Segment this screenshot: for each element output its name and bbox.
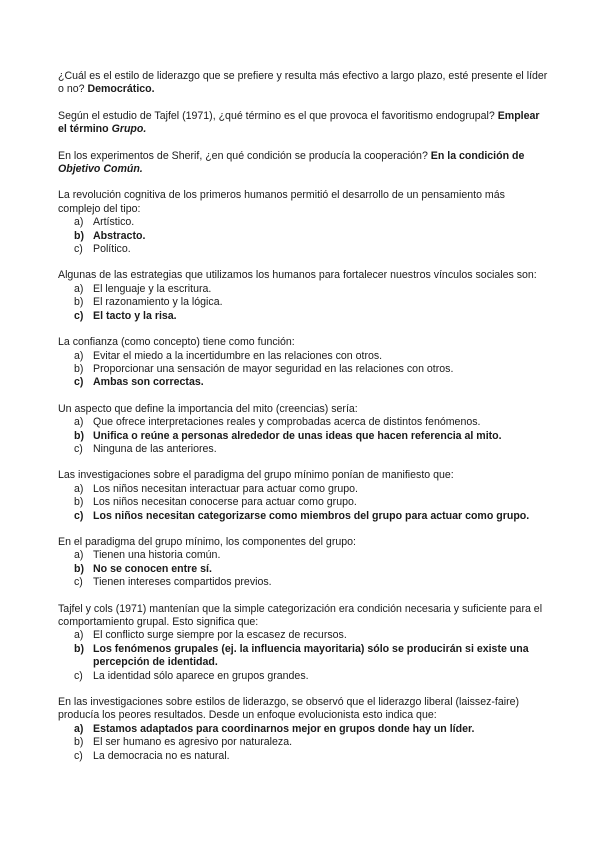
option-label: a) [74, 216, 84, 229]
option-item-correct [58, 563, 548, 576]
question-block [58, 70, 548, 97]
option-text: Ambas son correctas. [93, 376, 204, 389]
question-text: En el paradigma del grupo mínimo, los componentes del grupo: [58, 535, 356, 548]
option-text: No se conocen entre sí. [93, 562, 212, 575]
question-block [58, 150, 548, 177]
options-list [58, 216, 548, 256]
options-list [58, 350, 548, 390]
question-block [58, 189, 548, 256]
options-list [58, 549, 548, 589]
option-label: a) [74, 722, 84, 735]
option-label: a) [74, 416, 84, 429]
option-item [58, 416, 548, 429]
option-item [58, 363, 548, 376]
question-text: En las investigaciones sobre estilos de liderazgo, se observó que el liderazgo liberal (laissez-faire) producía los peores resultados. Desde un enfoque evolucionista esto indica que: [58, 696, 520, 722]
question-text: La revolución cognitiva de los primeros humanos permitió el desarrollo de un pensamiento más complejo del tipo: [58, 189, 505, 215]
option-label: b) [74, 562, 84, 575]
option-text: Tienen intereses compartidos previos. [93, 576, 272, 589]
option-item [58, 496, 548, 509]
option-item-correct [58, 430, 548, 443]
option-label: a) [74, 349, 84, 362]
question-with-answer [58, 70, 548, 97]
answer-text: En la condición de [430, 149, 525, 162]
question-block [58, 603, 548, 683]
option-text: La democracia no es natural. [93, 749, 230, 762]
option-label: b) [74, 736, 84, 749]
option-label: c) [74, 376, 84, 389]
option-label: a) [74, 549, 84, 562]
option-label: b) [74, 642, 84, 655]
options-list [58, 723, 548, 763]
option-item [58, 350, 548, 363]
options-list [58, 283, 548, 323]
option-item-correct [58, 376, 548, 389]
option-text: Unifica o reúne a personas alrededor de unas ideas que hacen referencia al mito. [93, 429, 502, 442]
option-label: c) [74, 749, 83, 762]
option-text: Ninguna de las anteriores. [93, 442, 217, 455]
option-text: El conflicto surge siempre por la escasez de recursos. [93, 629, 347, 642]
question-block [58, 403, 548, 457]
option-text: Tienen una historia común. [93, 549, 221, 562]
option-item-correct [58, 310, 548, 323]
option-label: b) [74, 229, 84, 242]
option-item-correct [58, 643, 548, 670]
option-label: c) [74, 442, 83, 455]
options-list [58, 629, 548, 683]
option-text: Los niños necesitan conocerse para actuar como grupo. [93, 496, 357, 509]
question-block [58, 269, 548, 323]
option-item [58, 296, 548, 309]
answer-text: Democrático. [87, 83, 155, 96]
option-item [58, 443, 548, 456]
option-label: a) [74, 629, 84, 642]
question-block [58, 696, 548, 763]
option-item [58, 283, 548, 296]
options-list [58, 483, 548, 523]
question-block [58, 469, 548, 523]
question-block [58, 336, 548, 390]
option-text: Que ofrece interpretaciones reales y comprobadas acerca de distintos fenómenos. [93, 416, 481, 429]
option-item-correct [58, 230, 548, 243]
option-item [58, 243, 548, 256]
option-item [58, 549, 548, 562]
option-label: b) [74, 496, 84, 509]
option-item [58, 483, 548, 496]
option-text: Abstracto. [93, 229, 146, 242]
question-text: Las investigaciones sobre el paradigma del grupo mínimo ponían de manifiesto que: [58, 469, 454, 482]
option-text: Proporcionar una sensación de mayor seguridad en las relaciones con otros. [93, 362, 454, 375]
option-label: c) [74, 669, 83, 682]
option-label: a) [74, 482, 84, 495]
question-with-answer [58, 150, 548, 177]
option-label: c) [74, 576, 83, 589]
question-text: Según el estudio de Tajfel (1971), ¿qué término es el que provoca el favoritismo endogrupal? [58, 109, 498, 122]
option-label: b) [74, 429, 84, 442]
option-text: El razonamiento y la lógica. [93, 296, 223, 309]
option-label: c) [74, 243, 83, 256]
option-text: Los fenómenos grupales (ej. la influencia mayoritaria) sólo se producirán si existe una percepción de identidad. [93, 642, 529, 669]
option-text: Artístico. [93, 216, 135, 229]
option-text: El lenguaje y la escritura. [93, 282, 212, 295]
option-text: La identidad sólo aparece en grupos grandes. [93, 669, 309, 682]
question-text: Algunas de las estrategias que utilizamos los humanos para fortalecer nuestros vínculos sociales son: [58, 269, 537, 282]
option-label: b) [74, 362, 84, 375]
question-block [58, 536, 548, 590]
answer-text: Emplear el término [58, 109, 540, 136]
question-text: ¿Cuál es el estilo de liderazgo que se prefiere y resulta más efectivo a largo plazo, esté presente el líder o no? [58, 70, 548, 96]
option-item [58, 670, 548, 683]
option-item [58, 750, 548, 763]
option-text: Evitar el miedo a la incertidumbre en las relaciones con otros. [93, 349, 383, 362]
option-item-correct [58, 510, 548, 523]
option-label: b) [74, 296, 84, 309]
option-label: c) [74, 509, 84, 522]
question-text: En los experimentos de Sherif, ¿en qué condición se producía la cooperación? [58, 149, 431, 162]
option-item-correct [58, 723, 548, 736]
option-text: Los niños necesitan interactuar para actuar como grupo. [93, 482, 358, 495]
question-text: La confianza (como concepto) tiene como función: [58, 336, 295, 349]
answer-text: Objetivo Común. [58, 163, 143, 176]
option-text: Político. [93, 243, 131, 256]
option-text: Los niños necesitan categorizarse como miembros del grupo para actuar como grupo. [93, 509, 530, 522]
option-item [58, 576, 548, 589]
question-text: Tajfel y cols (1971) mantenían que la simple categorización era condición necesaria y suficiente para el comportamiento grupal. Esto significa que: [58, 602, 543, 628]
option-label: a) [74, 282, 84, 295]
question-text: Un aspecto que define la importancia del mito (creencias) sería: [58, 402, 358, 415]
option-label: c) [74, 309, 84, 322]
options-list [58, 416, 548, 456]
option-text: El tacto y la risa. [93, 309, 177, 322]
question-block [58, 110, 548, 137]
document-page [58, 70, 548, 776]
option-text: El ser humano es agresivo por naturaleza. [93, 736, 293, 749]
question-with-answer [58, 110, 548, 137]
option-text: Estamos adaptados para coordinarnos mejor en grupos donde hay un líder. [93, 722, 475, 735]
answer-text: Grupo. [111, 123, 147, 136]
option-item [58, 629, 548, 642]
option-item [58, 216, 548, 229]
option-item [58, 736, 548, 749]
